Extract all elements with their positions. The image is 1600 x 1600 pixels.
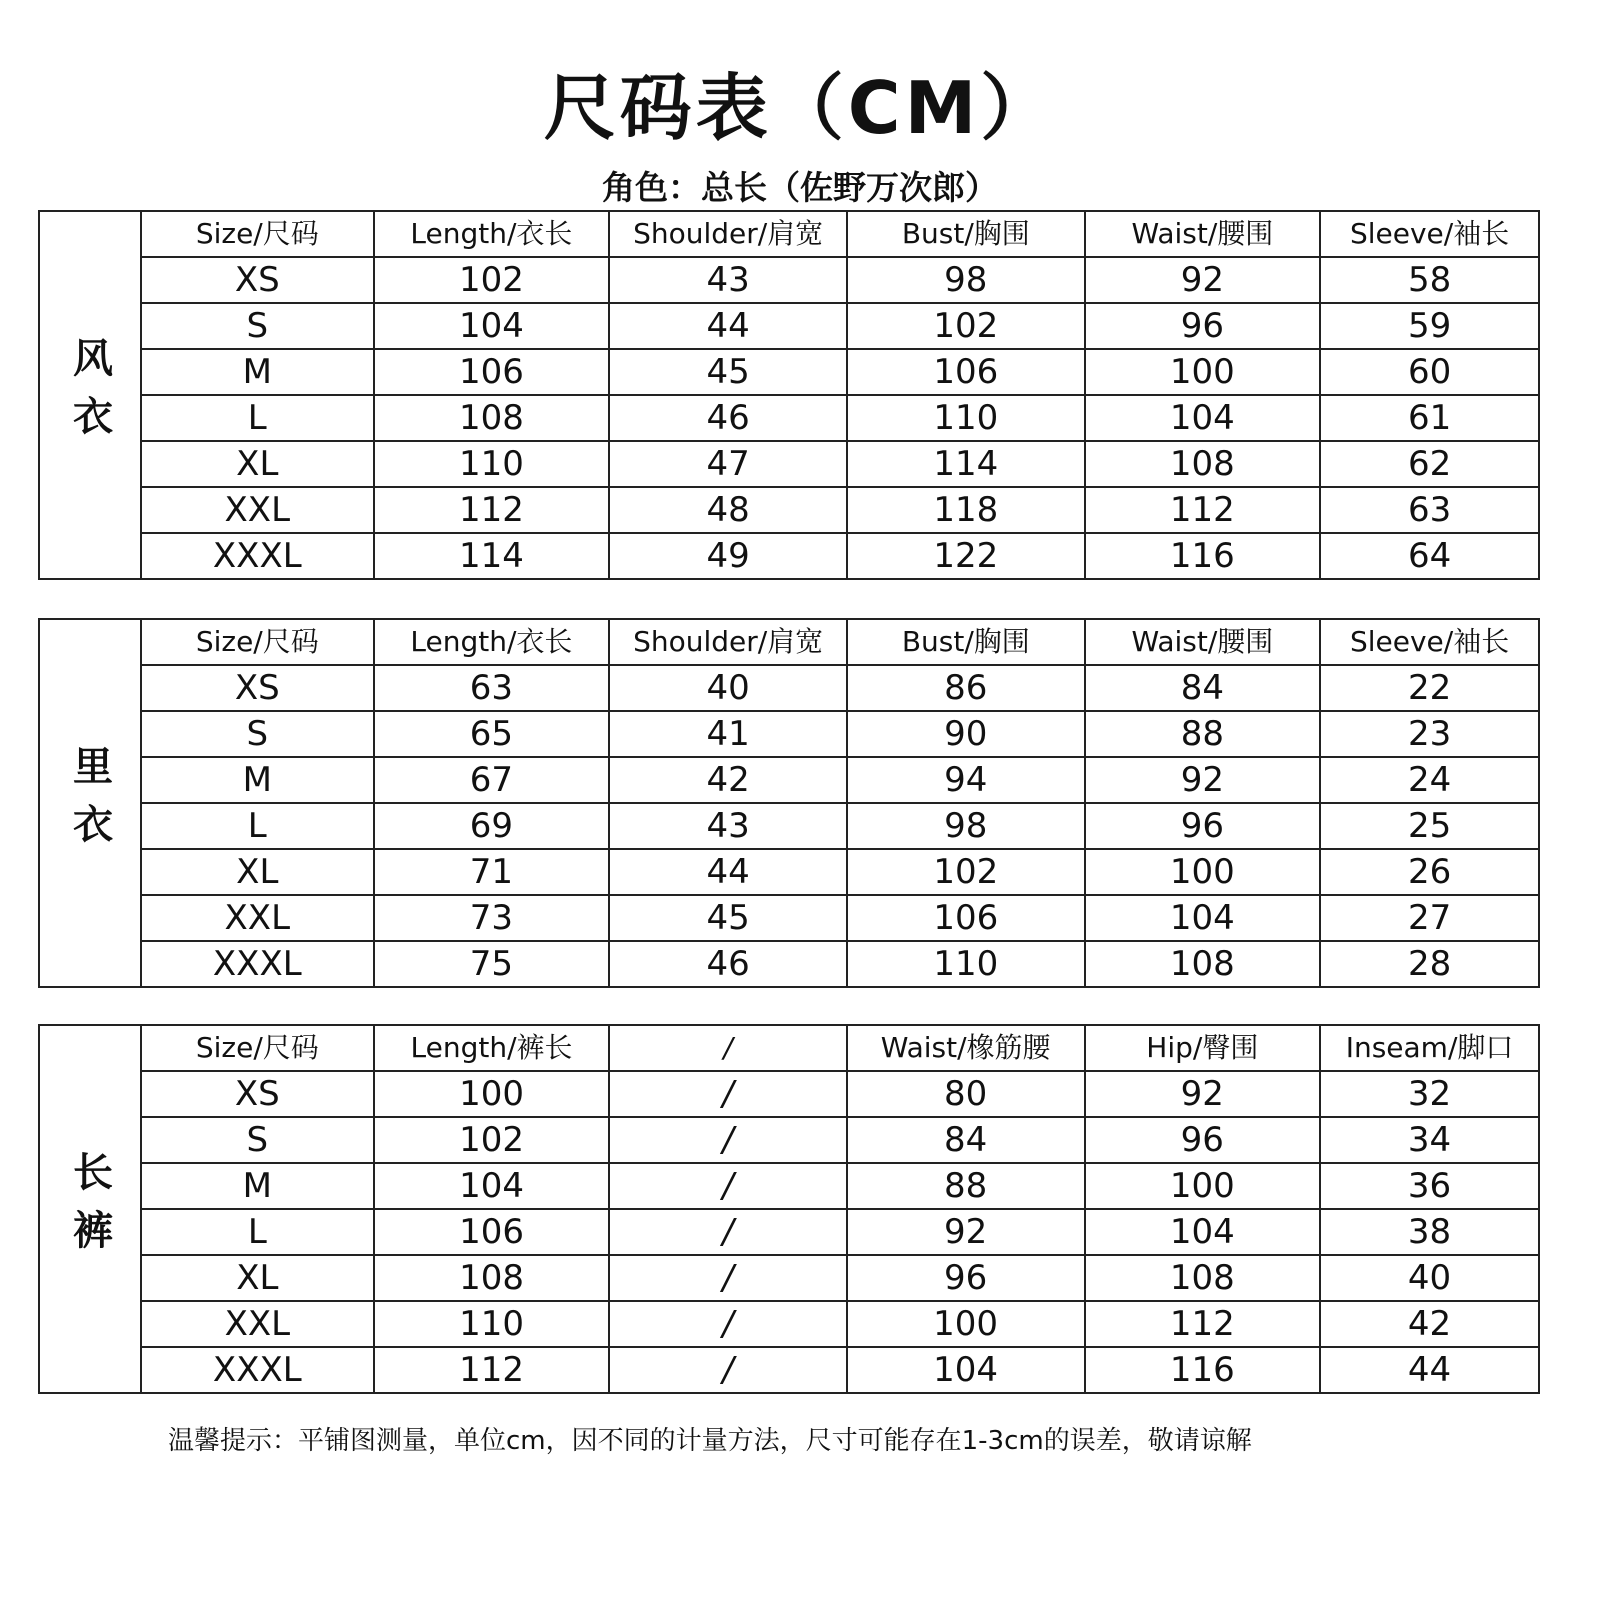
measurement-cell: 44: [609, 849, 847, 895]
table-row: [142, 849, 1538, 895]
size-cell: S: [142, 1117, 374, 1163]
measurement-cell: 73: [374, 895, 610, 941]
table-row: [142, 1163, 1538, 1209]
measurement-cell: 42: [609, 757, 847, 803]
measurement-cell: 80: [847, 1071, 1085, 1117]
size-cell: XXL: [142, 895, 374, 941]
page-title: 尺码表（CM）: [543, 66, 1057, 150]
table-row: [142, 487, 1538, 533]
measurement-cell: 84: [1085, 665, 1321, 711]
measurement-cell: 100: [847, 1301, 1085, 1347]
size-table-section: [38, 1024, 1540, 1394]
measurement-cell: 42: [1320, 1301, 1538, 1347]
measurement-cell: 106: [847, 895, 1085, 941]
measurement-cell: 47: [609, 441, 847, 487]
measurement-cell: 92: [1085, 757, 1321, 803]
measurement-cell: 110: [374, 441, 610, 487]
measurement-cell: 102: [374, 1117, 610, 1163]
table-row: [142, 1209, 1538, 1255]
measurement-cell: 84: [847, 1117, 1085, 1163]
measurement-cell: 49: [609, 533, 847, 578]
size-cell: XL: [142, 1255, 374, 1301]
measurement-cell: 104: [1085, 895, 1321, 941]
size-cell: L: [142, 1209, 374, 1255]
table-row: [142, 1071, 1538, 1117]
column-header: Bust/胸围: [847, 620, 1085, 665]
measurement-cell: 27: [1320, 895, 1538, 941]
character-subtitle: 角色：总长（佐野万次郎）: [602, 168, 998, 207]
measurement-cell: 62: [1320, 441, 1538, 487]
measurement-cell: 28: [1407, 944, 1452, 984]
measurement-cell: 92: [1085, 1071, 1321, 1117]
category-label: 风衣: [66, 337, 113, 453]
measurement-cell: 67: [374, 757, 610, 803]
measurement-cell: 98: [847, 257, 1085, 303]
size-cell: XXL: [142, 1301, 374, 1347]
measurement-cell: 116: [1085, 533, 1321, 578]
measurement-cell: 38: [1320, 1209, 1538, 1255]
measurement-cell: 36: [1320, 1163, 1538, 1209]
table-row: [142, 757, 1538, 803]
measurement-cell: 22: [1320, 665, 1538, 711]
table-row: [142, 1117, 1538, 1163]
measurement-cell: 43: [609, 803, 847, 849]
measurement-cell: 46: [609, 395, 847, 441]
column-header: Length/衣长: [374, 212, 610, 257]
measurement-cell: 96: [1085, 803, 1321, 849]
measurement-cell: 116: [1085, 1347, 1321, 1392]
column-header: Shoulder/肩宽: [609, 212, 847, 257]
table-row: [142, 1255, 1538, 1301]
size-cell: S: [142, 303, 374, 349]
measurement-cell: 108: [1085, 941, 1321, 986]
measurement-cell: 96: [1085, 1117, 1321, 1163]
measurement-cell: 63: [1320, 487, 1538, 533]
column-header: Bust/胸围: [847, 212, 1085, 257]
table-row: [142, 349, 1538, 395]
size-cell: XXL: [142, 487, 374, 533]
table-row: [142, 803, 1538, 849]
measurement-cell: 92: [847, 1209, 1085, 1255]
measurement-cell: 100: [1085, 349, 1321, 395]
measurement-cell: 26: [1320, 849, 1538, 895]
measurement-cell: 104: [847, 1347, 1085, 1392]
table-row: [142, 711, 1538, 757]
measurement-cell: 60: [1320, 349, 1538, 395]
measurement-cell: 59: [1320, 303, 1538, 349]
category-label: 里衣: [66, 745, 113, 861]
measurement-cell: 108: [374, 1255, 610, 1301]
measurement-cell: 112: [374, 487, 610, 533]
size-cell: M: [142, 1163, 374, 1209]
measurement-cell: 104: [374, 303, 610, 349]
measurement-cell: 104: [1085, 395, 1321, 441]
measurement-cell: /: [609, 1117, 846, 1163]
size-cell: XS: [142, 257, 374, 303]
measurement-cell: 102: [847, 303, 1085, 349]
measurement-cell: 112: [374, 1347, 610, 1392]
size-cell: M: [142, 757, 374, 803]
measurement-cell: 92: [1085, 257, 1321, 303]
measurement-cell: 122: [847, 533, 1085, 578]
measurement-cell: /: [609, 1255, 846, 1301]
table-row: [142, 303, 1538, 349]
measurement-cell: 75: [374, 941, 610, 986]
measurement-cell: 108: [374, 395, 610, 441]
table-row: [142, 941, 1538, 986]
measurement-cell: 43: [609, 257, 847, 303]
measurement-cell: 102: [374, 257, 610, 303]
measurement-cell: 104: [1085, 1209, 1321, 1255]
measurement-cell: 100: [1085, 849, 1321, 895]
measurement-cell: /: [609, 1209, 846, 1255]
size-cell: XXXL: [142, 941, 374, 986]
size-cell: XXXL: [142, 1347, 374, 1392]
measurement-cell: 118: [847, 487, 1085, 533]
size-cell: XS: [142, 665, 374, 711]
measurement-cell: 40: [1320, 1255, 1538, 1301]
measurement-cell: 25: [1320, 803, 1538, 849]
measurement-cell: 108: [1085, 441, 1321, 487]
category-label-cell: [40, 212, 142, 578]
column-header: /: [609, 1026, 846, 1071]
measurement-cell: 61: [1320, 395, 1538, 441]
measurement-cell: 45: [609, 895, 847, 941]
measurement-cell: /: [609, 1347, 846, 1392]
table-row: [142, 395, 1538, 441]
measurement-cell: 112: [1085, 487, 1321, 533]
measurement-cell: 41: [609, 711, 847, 757]
measurement-cell: 108: [1085, 1255, 1321, 1301]
measurement-cell: 88: [847, 1163, 1085, 1209]
measurement-cell: 96: [1085, 303, 1321, 349]
measurement-cell: 65: [374, 711, 610, 757]
measurement-cell: 63: [374, 665, 610, 711]
measurement-cell: 86: [847, 665, 1085, 711]
column-header: Size/尺码: [142, 620, 374, 665]
column-header: Size/尺码: [142, 212, 374, 257]
table-row: [142, 1301, 1538, 1347]
table-row: [142, 895, 1538, 941]
measurement-cell: 114: [374, 533, 610, 578]
column-header: Length/衣长: [374, 620, 610, 665]
table-row: [142, 257, 1538, 303]
header-row: [142, 620, 1538, 665]
measurement-cell: 88: [1085, 711, 1321, 757]
column-header: Inseam/脚口: [1320, 1026, 1538, 1071]
size-cell: XXXL: [142, 533, 374, 578]
measurement-cell: /: [609, 1301, 846, 1347]
size-table-section: [38, 618, 1540, 988]
size-table: [142, 1026, 1538, 1392]
measurement-cell: 44: [609, 303, 847, 349]
measurement-cell: 69: [374, 803, 610, 849]
category-label-cell: [40, 1026, 142, 1392]
measurement-cell: 106: [374, 1209, 610, 1255]
measurement-cell: 34: [1320, 1117, 1538, 1163]
measurement-cell: 48: [609, 487, 847, 533]
table-row: [142, 533, 1538, 578]
column-header: Waist/腰围: [1085, 212, 1321, 257]
measurement-cell: 94: [847, 757, 1085, 803]
measurement-cell: 71: [374, 849, 610, 895]
measurement-cell: /: [609, 1163, 846, 1209]
size-cell: XL: [142, 849, 374, 895]
table-row: [142, 665, 1538, 711]
size-cell: M: [142, 349, 374, 395]
measurement-note: 温馨提示：平铺图测量，单位cm，因不同的计量方法，尺寸可能存在1-3cm的误差，敬请谅解: [168, 1426, 1252, 1456]
measurement-cell: 44: [1407, 1350, 1452, 1390]
measurement-cell: 100: [1085, 1163, 1321, 1209]
measurement-cell: 104: [374, 1163, 610, 1209]
measurement-cell: 96: [847, 1255, 1085, 1301]
column-header: Size/尺码: [142, 1026, 374, 1071]
size-cell: S: [142, 711, 374, 757]
measurement-cell: 45: [609, 349, 847, 395]
header-row: [142, 1026, 1538, 1071]
measurement-cell: 58: [1320, 257, 1538, 303]
measurement-cell: 106: [847, 349, 1085, 395]
header-row: [142, 212, 1538, 257]
table-row: [142, 1347, 1538, 1392]
measurement-cell: 102: [847, 849, 1085, 895]
measurement-cell: 110: [847, 395, 1085, 441]
measurement-cell: 100: [374, 1071, 610, 1117]
category-label-cell: [40, 620, 142, 986]
measurement-cell: 40: [609, 665, 847, 711]
size-cell: L: [142, 803, 374, 849]
measurement-cell: 90: [847, 711, 1085, 757]
measurement-cell: 114: [847, 441, 1085, 487]
measurement-cell: 98: [847, 803, 1085, 849]
size-table-section: [38, 210, 1540, 580]
measurement-cell: 46: [609, 941, 847, 986]
measurement-cell: 110: [847, 941, 1085, 986]
column-header: Hip/臀围: [1085, 1026, 1321, 1071]
measurement-cell: 112: [1085, 1301, 1321, 1347]
column-header: Sleeve/袖长: [1320, 620, 1538, 665]
measurement-cell: 23: [1320, 711, 1538, 757]
column-header: Waist/橡筋腰: [847, 1026, 1085, 1071]
measurement-cell: 64: [1407, 536, 1452, 576]
size-cell: XL: [142, 441, 374, 487]
measurement-cell: 106: [374, 349, 610, 395]
measurement-cell: 24: [1320, 757, 1538, 803]
column-header: Shoulder/肩宽: [609, 620, 847, 665]
measurement-cell: 110: [374, 1301, 610, 1347]
table-row: [142, 441, 1538, 487]
category-label: 长裤: [66, 1151, 113, 1267]
column-header: Sleeve/袖长: [1320, 212, 1538, 257]
size-table: [142, 212, 1538, 578]
column-header: Length/裤长: [374, 1026, 610, 1071]
column-header: Waist/腰围: [1085, 620, 1321, 665]
size-table: [142, 620, 1538, 986]
measurement-cell: 32: [1320, 1071, 1538, 1117]
size-cell: L: [142, 395, 374, 441]
size-cell: XS: [142, 1071, 374, 1117]
measurement-cell: /: [609, 1071, 846, 1117]
